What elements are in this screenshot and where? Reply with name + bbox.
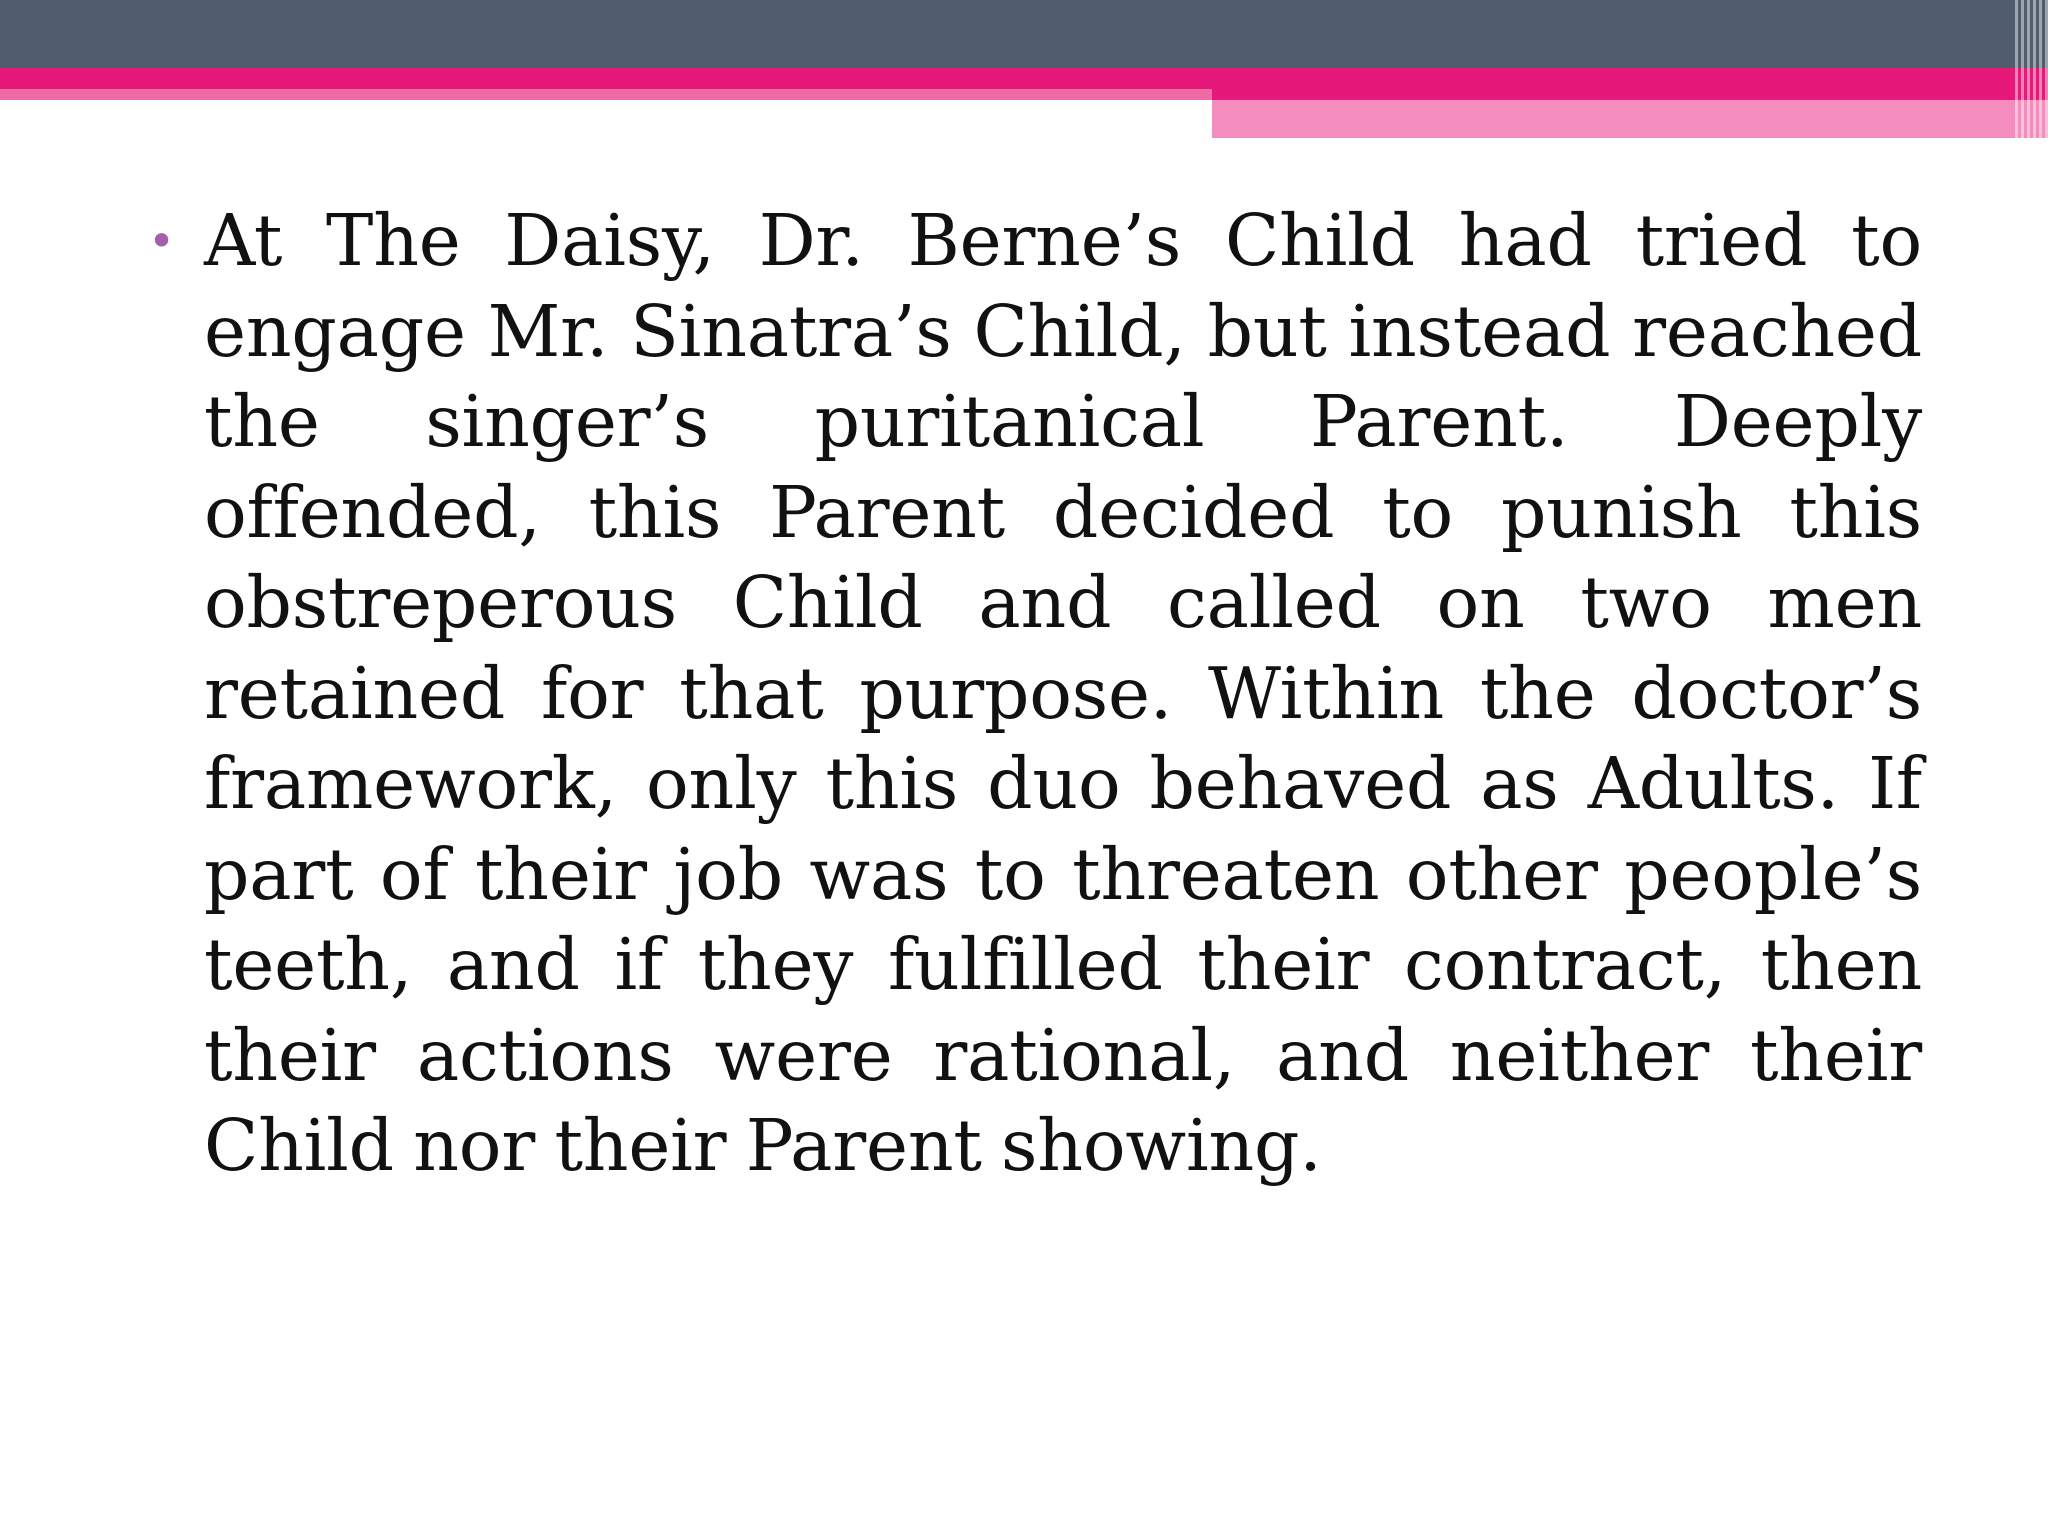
bullet-dot-icon: • bbox=[148, 214, 176, 268]
header-band-magenta-light bbox=[0, 89, 1212, 100]
header-band-pink bbox=[1212, 100, 2048, 138]
slide-body bbox=[148, 196, 1922, 1192]
header-pinstripes bbox=[1988, 0, 2048, 138]
bullet-text: At The Daisy, Dr. Berne’s Child had tried to engage Mr. Sinatra’s Child, but instead reached the singer’s puritanical Parent. Deeply offended, this Parent decided to punish this obstreperous Child and called on two men retained for that purpose. Within the doctor’s framework, only this duo behaved as Adults. If part of their job was to threaten other people’s teeth, and if they fulfilled their contract, then their actions were rational, and neither their Child nor their Parent showing. bbox=[204, 199, 1922, 1187]
bullet-item bbox=[148, 196, 1922, 1192]
header-band-dark bbox=[0, 0, 2048, 68]
